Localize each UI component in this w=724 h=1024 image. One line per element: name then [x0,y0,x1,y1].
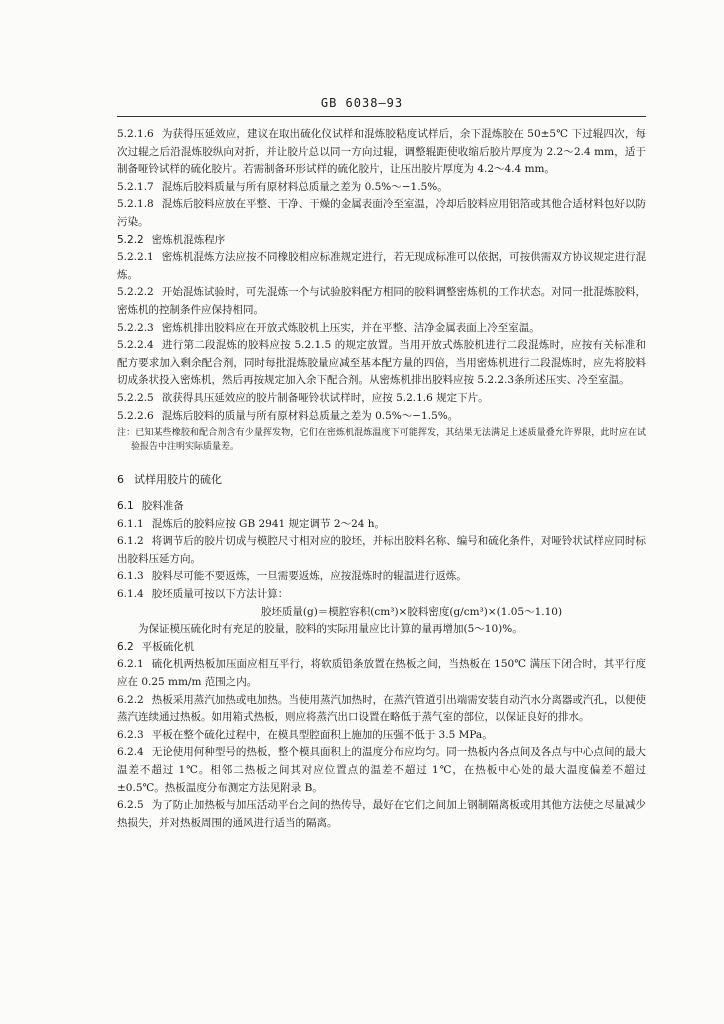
clause-text: 热板采用蒸汽加热或电加热。当使用蒸汽加热时，在蒸汽管道引出端需安装自动汽水分离器或汽孔，以便使蒸汽连续通过热板。如用箱式热板，则应将蒸汽出口设置在略低于蒸气室的部位，以保证良好的排水。 [117,693,646,724]
clause-number: 6.2.1 [117,658,144,671]
clause-text: 胶料尽可能不要返炼，一旦需要返炼，应按混炼时的辊温进行返炼。 [151,570,467,583]
clause-text: 开始混炼试验时，可先混炼一个与试验胶料配方相同的胶料调整密炼机的工作状态。对同一批混炼胶料，密炼机的控制条件应保持相同。 [117,286,646,316]
clause-text: 欲获得具压延效应的胶片制备哑铃状试样时，应按 5.2.1.6 规定下片。 [161,391,489,404]
clause-6-2-3 [117,727,646,745]
clause-text: 无论使用何种型号的热板，整个模具面积上的温度分布应均匀。同一热板内各点间及各点与中心点间的最大温差不超过 1℃。相邻二热板之间其对应位置点的温差不超过 1℃，在热板中心处的最大温度偏差不超过±0.5℃。热板温度分布测定方法见附录 B。 [117,746,646,794]
clause-text: 混炼后胶料质量与所有原材料总质量之差为 0.5%～−1.5%。 [161,180,448,193]
clause-6-2-2 [117,692,646,727]
clause-5-2-2-2 [117,284,646,319]
clause-6-2-4 [117,744,646,797]
clause-number: 6.2.5 [117,799,144,812]
section-6-title [117,471,646,489]
mass-formula: 胶坯质量(g)＝模腔容积(cm³)×胶料密度(g/cm³)×(1.05～1.10) [260,605,563,618]
clause-text: 混炼后胶料应放在平整、干净、干燥的金属表面冷至室温，冷却后胶料应用铝箔或其他合适材料包好以防污染。 [117,198,646,228]
clause-list-5-2 [117,126,646,455]
clause-5-2-1-6 [117,126,646,179]
clause-5-2-2-3 [117,320,646,338]
clause-number: 5.2.2.1 [117,251,154,264]
document-body [117,126,646,832]
clause-number: 6.2.4 [117,746,144,759]
clause-number: 6.2 [117,640,134,653]
clause-number: 5.2.1.7 [117,180,154,193]
clause-text: 胶坯质量可按以下方法计算： [151,588,289,601]
clause-6-1-1 [117,516,646,534]
standard-number-header: GB 6038—93 [320,96,404,110]
header-rule [117,116,646,117]
clause-6-1-4 [117,586,646,604]
clause-6-1-3 [117,568,646,586]
formula-note: 为保证模压硫化时有充足的胶量，胶料的实际用量应比计算的量再增加(5～10)%。 [138,623,523,636]
clause-number: 5.2.2.2 [117,286,154,299]
section-number: 6 [117,472,124,486]
clause-text: 将调节后的胶片切成与模腔尺寸相对应的胶坯，并标出胶料名称、编号和硫化条件，对哑铃状试样应同时标出胶料压延方向。 [117,535,646,565]
clause-number: 6.1.1 [117,517,144,530]
clause-5-2-2-1 [117,249,646,284]
clause-text: 平板在整个硫化过程中，在模具型腔面积上施加的压强不低于 3.5 MPa。 [151,728,493,741]
clause-number: 5.2.2 [117,233,144,246]
clause-6-1-2 [117,533,646,568]
clause-number: 6.1.2 [117,535,144,548]
clause-text: 为获得压延效应，建议在取出硫化仪试样和混炼胶粘度试样后，余下混炼胶在 50±5℃ 下过辊四次，每次过辊之后沿混炼胶纵向对折，并让胶片总以同一方向过辊，调整辊距使收缩后胶片厚度为 2.2～2.4 mm，适于制备哑铃试样的硫化胶片。若需制备环形试样的硫化胶片，让压出胶片厚度为 4.2～4.4 mm。 [117,128,646,176]
clause-5-2-2-6 [117,408,646,426]
clause-text: 混炼后胶料的质量与所有原材料总质量之差为 0.5%～−1.5%。 [161,409,459,422]
clause-text: 为了防止加热板与加压活动平台之间的热传导，最好在它们之间加上钢制隔离板或用其他方法使之尽量减少热损失，并对热板周围的通风进行适当的隔离。 [117,799,646,829]
clause-number: 6.1.4 [117,588,144,601]
clause-text: 密炼机混炼程序 [151,233,226,246]
section-title-text: 试样用胶片的硫化 [134,472,222,486]
clause-text: 硫化机两热板加压面应相互平行，将软质铅条放置在热板之间，当热板在 150℃ 满压下闭合时，其平行度应在 0.25 mm/m 范围之内。 [117,658,646,689]
clause-number: 5.2.1.8 [117,198,154,211]
clause-text: 平板硫化机 [141,640,195,653]
clause-number: 6.2.2 [117,693,144,706]
clause-5-2-2 [117,232,646,250]
clause-number: 6.1 [117,500,134,513]
clause-text: 进行第二段混炼的胶料应按 5.2.1.5 的规定放置。当用开放式炼胶机进行二段混炼时，应按有关标准和配方要求加入剩余配合剂，同时每批混炼胶量应减至基本配方量的四倍，当用密炼机进行二段混炼时，应先将胶料切成条状投入密炼机，然后再按规定加入余下配合剂。从密炼机排出胶料应按 5.2.2.3条所述压实、冷至室温。 [117,339,646,387]
clause-number: 6.2.3 [117,728,144,741]
clause-number: 5.2.2.4 [117,339,154,352]
clause-5-2-2-4 [117,337,646,390]
clause-number: 5.2.2.3 [117,321,154,334]
clause-5-2-1-8 [117,196,646,231]
clause-number: 5.2.1.6 [117,128,154,140]
clause-6-2-1 [117,656,646,691]
subsection-6-1-title [117,498,646,516]
clause-text: 胶料准备 [141,500,184,513]
clause-number: 5.2.2.5 [117,391,154,404]
clause-5-2-2-5 [117,390,646,408]
clause-5-2-1-7 [117,179,646,197]
note: 注：已知某些橡胶和配合剂含有少量挥发物，它们在密炼机混炼温度下可能挥发，其结果无法满足上述质量叠允许界限，此时应在试验报告中注明实际质量差。 [117,428,646,453]
clause-text: 密炼机排出胶料应在开放式炼胶机上压实，并在平整、洁净金属表面上冷至室温。 [161,321,540,334]
clause-number: 5.2.2.6 [117,409,154,422]
subsection-6-2-title [117,639,646,657]
clause-text: 混炼后的胶料应按 GB 2941 规定调节 2～24 h。 [151,517,386,530]
clause-text: 密炼机混炼方法应按不同橡胶相应标准规定进行，若无现成标准可以依据，可按供需双方协议规定进行混炼。 [117,251,646,281]
clause-number: 6.1.3 [117,570,144,583]
clause-6-2-5 [117,797,646,832]
